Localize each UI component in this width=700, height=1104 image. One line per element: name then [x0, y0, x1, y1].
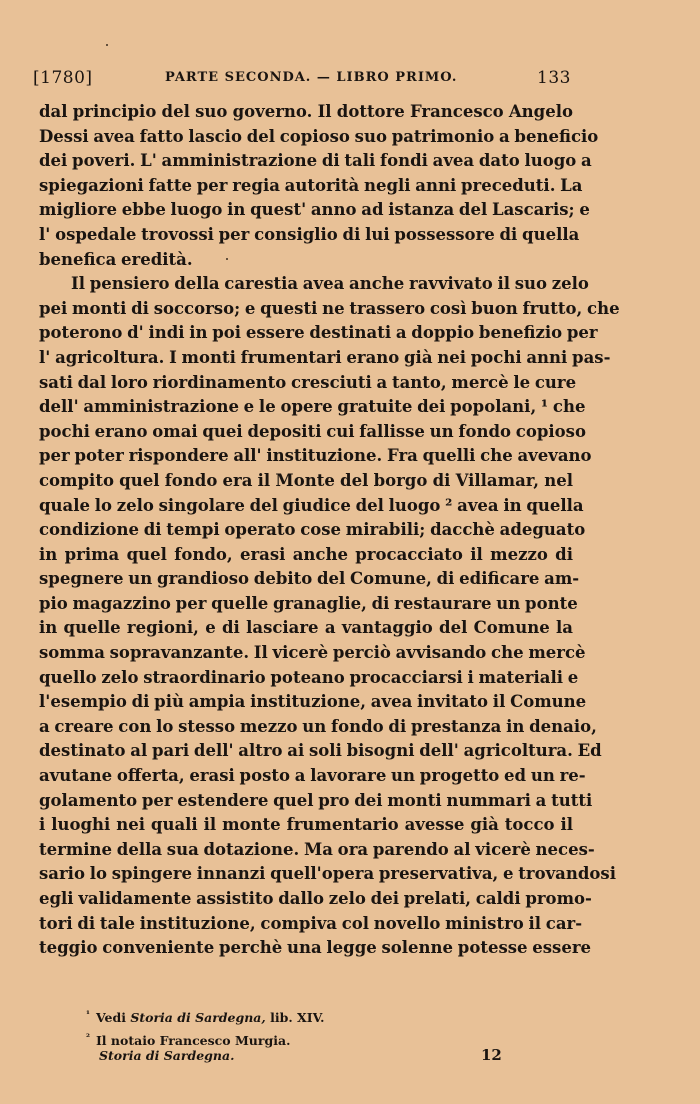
text-line: in quelle regioni, e di lasciare a vantaggio del Comune la — [39, 618, 573, 638]
text-line: Dessi avea fatto lascio del copioso suo patrimonio a beneficio — [39, 126, 599, 146]
text-line: dal principio del suo governo. Il dottore Francesco Angelo — [39, 102, 573, 121]
text-line: i luoghi nei quali il monte frumentario avesse già tocco il — [39, 815, 573, 835]
text-line: quello zelo straordinario poteano procacciarsi i materiali e — [39, 667, 579, 687]
text-line: per poter rispondere all' instituzione. Fra quelli che avevano — [39, 446, 592, 466]
text-line: condizione di tempi operato cose mirabili; dacchè adeguato — [39, 520, 586, 540]
text-line: sario lo spingere innanzi quell'opera preservativa, e trovandosi — [39, 864, 616, 884]
text-line: somma sopravanzante. Il vicerè perciò avvisando che mercè — [39, 643, 586, 663]
footnote-text: lib. XIV. — [265, 1010, 325, 1026]
text-line: tori di tale instituzione, compiva col novello ministro il car- — [39, 913, 583, 933]
text-line: spiegazioni fatte per regia autorità negli anni preceduti. La — [39, 175, 583, 195]
text-line: l' agricoltura. I monti frumentari erano già nei pochi anni pas- — [39, 347, 611, 367]
footnote-text: Vedi — [95, 1010, 131, 1026]
text-line: spegnere un grandioso debito del Comune, di edificare am- — [39, 569, 580, 589]
text-line: compito quel fondo era il Monte del borgo di Villamar, nel — [39, 470, 573, 490]
footnote — [86, 1005, 566, 1028]
text-line: golamento per estendere quel pro dei monti nummari a tutti — [39, 790, 593, 810]
print-speck — [106, 44, 108, 46]
page-number: 133 — [537, 68, 571, 88]
sheet-number: 12 — [481, 1046, 502, 1064]
text-line: egli validamente assistito dallo zelo dei prelati, caldi promo- — [39, 889, 592, 908]
body-text — [39, 100, 620, 961]
text-line: teggio conveniente perchè una legge solenne potesse essere — [39, 938, 592, 958]
text-line: dei poveri. L' amministrazione di tali fondi avea dato luogo a — [39, 151, 592, 171]
text-line: benefica eredità. — [39, 249, 193, 269]
text-line: sati dal loro riordinamento cresciuti a tanto, mercè le cure — [39, 372, 577, 392]
text-line: in prima quel fondo, erasi anche procacciato il mezzo di — [39, 544, 573, 564]
footnote-citation: Storia di Sardegna, — [130, 1010, 266, 1026]
text-line: l'esempio di più ampia instituzione, avea invitato il Comune — [39, 692, 587, 712]
footnote-text: Il notaio Francesco Murgia. — [95, 1033, 291, 1049]
text-line: destinato al pari dell' altro ai soli bisogni dell' agricoltura. Ed — [39, 741, 602, 761]
text-line: dell' amministrazione e le opere gratuite dei popolani, ¹ che — [39, 397, 586, 417]
footnotes — [86, 1005, 566, 1051]
signature-title: Storia di Sardegna. — [99, 1048, 235, 1063]
text-line: pochi erano omai quei depositi cui fallisse un fondo copioso — [39, 421, 586, 441]
text-line: avutane offerta, erasi posto a lavorare un progetto ed un re- — [39, 766, 586, 786]
text-line: termine della sua dotazione. Ma ora parendo al vicerè neces- — [39, 839, 595, 859]
header-running-title: PARTE SECONDA. — LIBRO PRIMO. — [165, 70, 458, 85]
text-line: quale lo zelo singolare del giudice del luogo ² avea in quella — [39, 495, 584, 515]
text-line: a creare con lo stesso mezzo un fondo di prestanza in denaio, — [39, 716, 597, 736]
header-year: [1780] — [33, 68, 93, 88]
text-line: pei monti di soccorso; e questi ne trassero così buon frutto, che — [39, 298, 620, 318]
print-speck — [226, 258, 228, 260]
text-line: poterono d' indi in poi essere destinati a doppio benefizio per — [39, 323, 598, 343]
text-line: l' ospedale trovossi per consiglio di lui possessore di quella — [39, 224, 580, 244]
text-line: pio magazzino per quelle granaglie, di restaurare un ponte — [39, 593, 578, 613]
text-line: migliore ebbe luogo in quest' anno ad istanza del Lascaris; e — [39, 200, 590, 220]
footnote-mark: ² — [86, 1033, 90, 1044]
footnote-mark: ¹ — [86, 1010, 90, 1020]
running-header — [33, 68, 571, 92]
text-line: Il pensiero della carestia avea anche ravvivato il suo zelo — [71, 274, 589, 294]
